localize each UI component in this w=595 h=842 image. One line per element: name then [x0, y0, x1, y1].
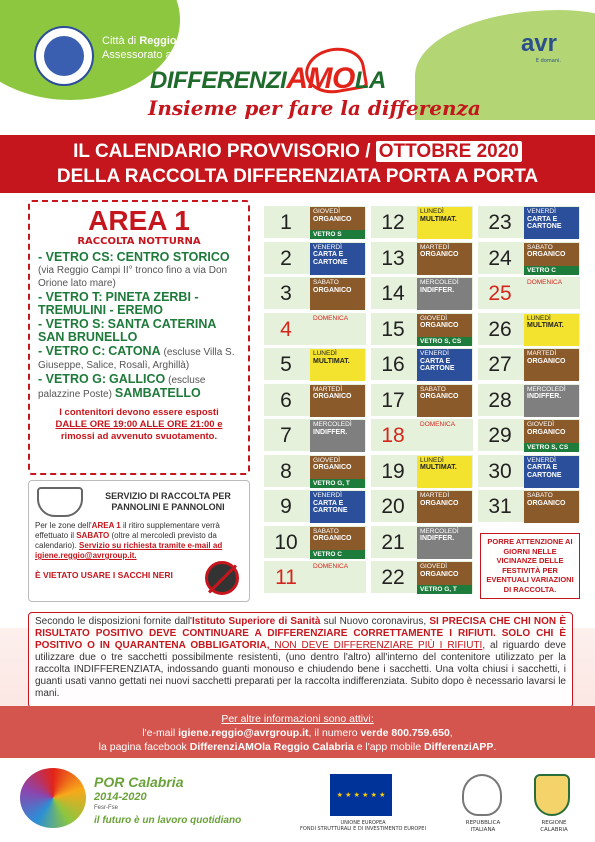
glass-chip: VETRO G, T [310, 479, 365, 488]
title-line-2: DELLA RACCOLTA DIFFERENZIATA PORTA A PORTA [56, 166, 539, 187]
day-number: 31 [488, 495, 512, 518]
weekday-label: LUNEDÌ [420, 456, 444, 464]
calendar-day-2 [263, 241, 367, 275]
waste-type: MULTIMAT. [527, 322, 564, 329]
day-number: 25 [488, 282, 512, 305]
covid-notice: Secondo le disposizioni fornite dall'Istituto Superiore di Sanità sul Nuovo coronavirus, SI PRECISA CHE CHI NON È RISULTATO POSITIVO DEVE CONTINUARE A DIFFERENZIARE CORRETTAMENTE I RIFIUTI. SOLO CHI È POSITIVO O IN QUARANTENA OBBLIGATORIA, NON DEVE DIFFERENZIARE PIÙ I RIFIUTI, al riguardo deve utilizzare due o tre sacchetti possibilmente resistenti, (uno dentro l'altro) all'interno del contenitore utilizzato per la raccolta INDIFFERENZIATA, indossando guanti monouso e chiudendo bene i sacchetti. Una volta chiusi i sacchetti, i guanti usati vanno gettati nei nuovi sacchetti preparati per la raccolta indifferenziata. Subito dopo è necessario lavarsi le mani. [28, 612, 573, 708]
month-label: OTTOBRE 2020 [376, 141, 522, 162]
waste-type: CARTA E CARTONE [420, 357, 455, 372]
footer [0, 760, 595, 842]
calendar-day-13 [370, 241, 474, 275]
waste-type: MULTIMAT. [313, 357, 350, 365]
waste-type: INDIFFER. [527, 393, 562, 400]
day-number: 20 [381, 495, 405, 518]
weekday-label: MERCOLEDÌ [313, 421, 352, 428]
collection-tag [417, 243, 472, 275]
por-years: 2014-2020 [94, 791, 147, 803]
collection-tag [417, 491, 472, 523]
day-number: 23 [488, 211, 512, 234]
holiday-alert: PORRE ATTENZIONE AI GIORNI NELLE VICINANZE DELLE FESTIVITÀ PER EVENTUALI VARIAZIONI DI RACCOLTA. [480, 533, 580, 599]
city-label: Città di Reggio Calabria Assessorato all'Ambiente [102, 35, 226, 61]
collection-tag [524, 243, 579, 275]
day-number: 8 [280, 459, 292, 483]
collection-tag [524, 491, 579, 523]
collection-tag [524, 207, 579, 239]
day-number: 4 [280, 317, 292, 341]
calendar-day-22 [370, 560, 474, 594]
day-number: 16 [381, 353, 405, 376]
weekday-label: GIOVEDÌ [420, 314, 448, 322]
calendar-day-30 [477, 454, 581, 488]
waste-type: ORGANICO [527, 499, 566, 507]
day-number: 15 [381, 317, 405, 341]
waste-type: INDIFFER. [313, 428, 348, 436]
day-number: 17 [381, 388, 405, 412]
collection-tag [310, 278, 365, 310]
weekday-label: MARTEDÌ [420, 492, 450, 499]
weekday-label: VENERDÌ [313, 492, 342, 499]
collection-tag [417, 207, 472, 239]
waste-type: ORGANICO [313, 464, 352, 471]
eu-label: UNIONE EUROPEA FONDI STRUTTURALI E DI INVESTIMENTO EUROPEI [300, 820, 426, 832]
collection-tag [417, 527, 472, 559]
day-number: 7 [280, 424, 292, 447]
calendar-day-31 [477, 489, 581, 523]
por-slogan: il futuro è un lavoro quotidiano [94, 815, 242, 826]
collection-tag [417, 314, 472, 346]
collection-tag [524, 278, 579, 310]
glass-chip: VETRO S, CS [417, 337, 472, 346]
collection-tag [310, 420, 365, 452]
calendar-day-10 [263, 525, 367, 559]
day-number: 27 [488, 353, 512, 376]
calendar-day-5 [263, 347, 367, 381]
waste-type: INDIFFER. [420, 286, 455, 294]
collection-tag [417, 278, 472, 310]
collection-tag [417, 420, 472, 452]
day-number: 30 [488, 459, 512, 483]
calendar-day-11 [263, 560, 367, 594]
waste-type: MULTIMAT. [420, 464, 457, 471]
info-line-2: la pagina facebook DifferenziAMOla Reggio Calabria e l'app mobile DifferenziAPP. [98, 741, 497, 753]
day-number: 6 [280, 388, 292, 412]
waste-type: CARTA E CARTONE [313, 499, 348, 514]
weekday-label: VENERDÌ [313, 243, 342, 251]
calendar-day-16 [370, 347, 474, 381]
diaper-title: SERVIZIO DI RACCOLTA PER PANNOLINI E PANNOLONI [105, 491, 231, 512]
facebook-page[interactable]: DifferenziAMOla Reggio Calabria [189, 741, 354, 753]
por-fesr: Fesr-Fse [94, 805, 118, 811]
collection-tag [417, 349, 472, 381]
phone-number[interactable]: verde 800.759.650 [360, 727, 450, 739]
collection-tag [310, 243, 365, 275]
glass-chip: VETRO S, CS [524, 443, 579, 452]
day-number: 9 [280, 495, 292, 518]
diaper-text: Per le zone dell'AREA 1 il ritiro supplementare verrà effettuato il SABATO (oltre al mercoledì previsto da calendario). Servizio su richiesta tramite e-mail ad igiene.reggio@avrgroup.it. [35, 521, 223, 560]
weekday-label: DOMENICA [313, 563, 349, 570]
weekday-label: MERCOLEDÌ [420, 527, 459, 535]
day-number: 12 [381, 211, 405, 234]
collection-tag [524, 349, 579, 381]
waste-type: ORGANICO [420, 570, 459, 578]
collection-tag [417, 562, 472, 594]
weekday-label: LUNEDÌ [313, 350, 337, 357]
waste-type: ORGANICO [313, 286, 352, 294]
waste-type: ORGANICO [420, 322, 459, 329]
slogan: Insieme per fare la differenza [148, 96, 481, 120]
weekday-label: DOMENICA [420, 421, 456, 428]
weekday-label: VENERDÌ [420, 350, 449, 357]
day-number: 3 [280, 282, 292, 305]
glass-chip: VETRO C [524, 266, 579, 275]
area-subtitle: RACCOLTA NOTTURNA [77, 236, 201, 247]
waste-type: CARTA E CARTONE [527, 215, 562, 230]
no-black-bags-icon [205, 561, 239, 595]
waste-type: INDIFFER. [420, 535, 455, 542]
info-line-1: l'e-mail igiene.reggio@avrgroup.it, il numero verde 800.759.650, [142, 727, 453, 739]
forbidden-notice: È VIETATO USARE I SACCHI NERI [35, 570, 173, 580]
weekday-label: MERCOLEDÌ [527, 385, 566, 393]
weekday-label: DOMENICA [313, 314, 349, 322]
area-info-box [28, 200, 250, 475]
calendar-day-4 [263, 312, 367, 346]
calendar-day-8 [263, 454, 367, 488]
waste-type: CARTA E CARTONE [313, 251, 348, 266]
collection-tag [524, 314, 579, 346]
avr-tagline: E domani. [535, 58, 561, 64]
zone-item: - VETRO T: PINETA ZERBI - TREMULINI - EREMO [38, 290, 199, 317]
por-title: POR Calabria [94, 774, 184, 790]
calendar-day-1 [263, 205, 367, 239]
info-heading: Per altre informazioni sono attivi: [221, 713, 374, 725]
calendar-day-7 [263, 418, 367, 452]
calendar-day-20 [370, 489, 474, 523]
weekday-label: MARTEDÌ [420, 243, 450, 251]
contact-info [0, 712, 595, 754]
calendar-day-6 [263, 383, 367, 417]
italian-republic-emblem-icon [462, 774, 502, 816]
brand-logo: DIFFERENZIAMOLA [150, 62, 386, 95]
day-number: 2 [280, 246, 292, 270]
weekday-label: SABATO [313, 279, 339, 286]
waste-type: CARTA E CARTONE [527, 464, 562, 479]
calendar-day-28 [477, 383, 581, 417]
glass-chip: VETRO G, T [417, 585, 472, 594]
day-number: 5 [280, 353, 292, 376]
glass-chip: VETRO S [310, 230, 365, 239]
eu-flag-icon: ★ ★ ★ ★ ★ ★ [330, 774, 392, 816]
collection-tag [310, 385, 365, 417]
calendar-day-26 [477, 312, 581, 346]
weekday-label: GIOVEDÌ [313, 456, 341, 464]
calendar-day-21 [370, 525, 474, 559]
zone-item: - VETRO CS: CENTRO STORICO (via Reggio Campi II° tronco fino a via Don Orione lato mare) [38, 250, 230, 289]
zone-item: - VETRO S: SANTA CATERINA SAN BRUNELLO [38, 317, 216, 344]
page-header [0, 0, 595, 135]
day-number: 19 [381, 459, 405, 483]
calendar-day-27 [477, 347, 581, 381]
waste-type: MULTIMAT. [420, 215, 457, 223]
weekday-label: GIOVEDÌ [313, 208, 341, 215]
collection-tag [310, 527, 365, 559]
collection-tag [524, 456, 579, 488]
title-line-1: IL CALENDARIO PROVVISORIO / OTTOBRE 2020 [0, 135, 595, 163]
title-band [0, 135, 595, 193]
weekday-label: SABATO [313, 527, 339, 535]
container-note: I contenitori devono essere esposti DALLE ORE 19:00 ALLE ORE 21:00 e rimossi ad avvenuto svuotamento. [55, 407, 223, 442]
glass-chip: VETRO C [310, 550, 365, 559]
weekday-label: SABATO [527, 492, 553, 499]
day-number: 18 [381, 424, 405, 447]
republic-label: REPUBBLICA ITALIANA [465, 820, 501, 833]
email-link[interactable]: igiene.reggio@avrgroup.it [178, 727, 309, 739]
day-number: 22 [381, 566, 405, 589]
zone-list [38, 251, 240, 401]
calendar-day-3 [263, 276, 367, 310]
diaper-icon [37, 487, 83, 517]
waste-type: ORGANICO [313, 393, 352, 400]
waste-type: ORGANICO [527, 251, 566, 258]
zone-item: - VETRO G: GALLICO (escluse palazzine Poste) SAMBATELLO [38, 372, 206, 400]
calendar-day-12 [370, 205, 474, 239]
collection-tag [310, 314, 365, 346]
weekday-label: LUNEDÌ [420, 208, 444, 215]
calendar-day-19 [370, 454, 474, 488]
collection-tag [310, 562, 365, 594]
day-number: 28 [488, 388, 512, 412]
calendar-day-18 [370, 418, 474, 452]
collection-tag [310, 456, 365, 488]
calendar-day-9 [263, 489, 367, 523]
zone-item: - VETRO C: CATONA (escluse Villa S. Giuseppe, Salice, Rosalì, Arghillà) [38, 344, 235, 371]
waste-type: ORGANICO [420, 393, 459, 400]
waste-type: ORGANICO [313, 215, 352, 223]
weekday-label: VENERDÌ [527, 208, 556, 215]
weekday-label: GIOVEDÌ [527, 421, 555, 428]
region-label: REGIONE CALABRIA [540, 820, 568, 833]
weekday-label: DOMENICA [527, 279, 563, 286]
weekday-label: MARTEDÌ [313, 385, 343, 393]
weekday-label: MARTEDÌ [527, 350, 557, 357]
collection-tag [310, 207, 365, 239]
collection-tag [310, 491, 365, 523]
calabria-region-emblem-icon [534, 774, 570, 816]
collection-tag [417, 456, 472, 488]
app-name: DifferenziAPP [423, 741, 494, 753]
waste-type: ORGANICO [527, 357, 566, 365]
calendar-day-25 [477, 276, 581, 310]
calendar-day-15 [370, 312, 474, 346]
collection-tag [417, 385, 472, 417]
day-number: 10 [274, 530, 298, 554]
weekday-label: LUNEDÌ [527, 314, 551, 322]
waste-type: ORGANICO [313, 535, 352, 542]
calendar-day-17 [370, 383, 474, 417]
collection-tag [524, 420, 579, 452]
day-number: 29 [488, 424, 512, 447]
weekday-label: GIOVEDÌ [420, 563, 448, 570]
calendar-day-23 [477, 205, 581, 239]
weekday-label: SABATO [420, 385, 446, 393]
waste-type: ORGANICO [420, 499, 459, 507]
collection-tag [310, 349, 365, 381]
weekday-label: VENERDÌ [527, 456, 556, 464]
city-crest-icon [34, 26, 94, 86]
day-number: 21 [381, 530, 405, 554]
day-number: 24 [488, 246, 512, 270]
calendar-day-24 [477, 241, 581, 275]
waste-type: ORGANICO [527, 428, 566, 436]
day-number: 26 [488, 317, 512, 341]
weekday-label: SABATO [527, 243, 553, 251]
diaper-service-box [28, 480, 250, 602]
waste-type: ORGANICO [420, 251, 459, 258]
day-number: 11 [275, 566, 297, 589]
day-number: 14 [381, 282, 405, 305]
collection-tag [524, 385, 579, 417]
calendar-day-14 [370, 276, 474, 310]
day-number: 1 [280, 211, 292, 234]
avr-logo: avr [520, 30, 557, 57]
calendar-day-29 [477, 418, 581, 452]
area-title: AREA 1 [88, 205, 190, 236]
day-number: 13 [381, 246, 405, 270]
weekday-label: MERCOLEDÌ [420, 279, 459, 286]
por-logo-icon [20, 768, 86, 828]
